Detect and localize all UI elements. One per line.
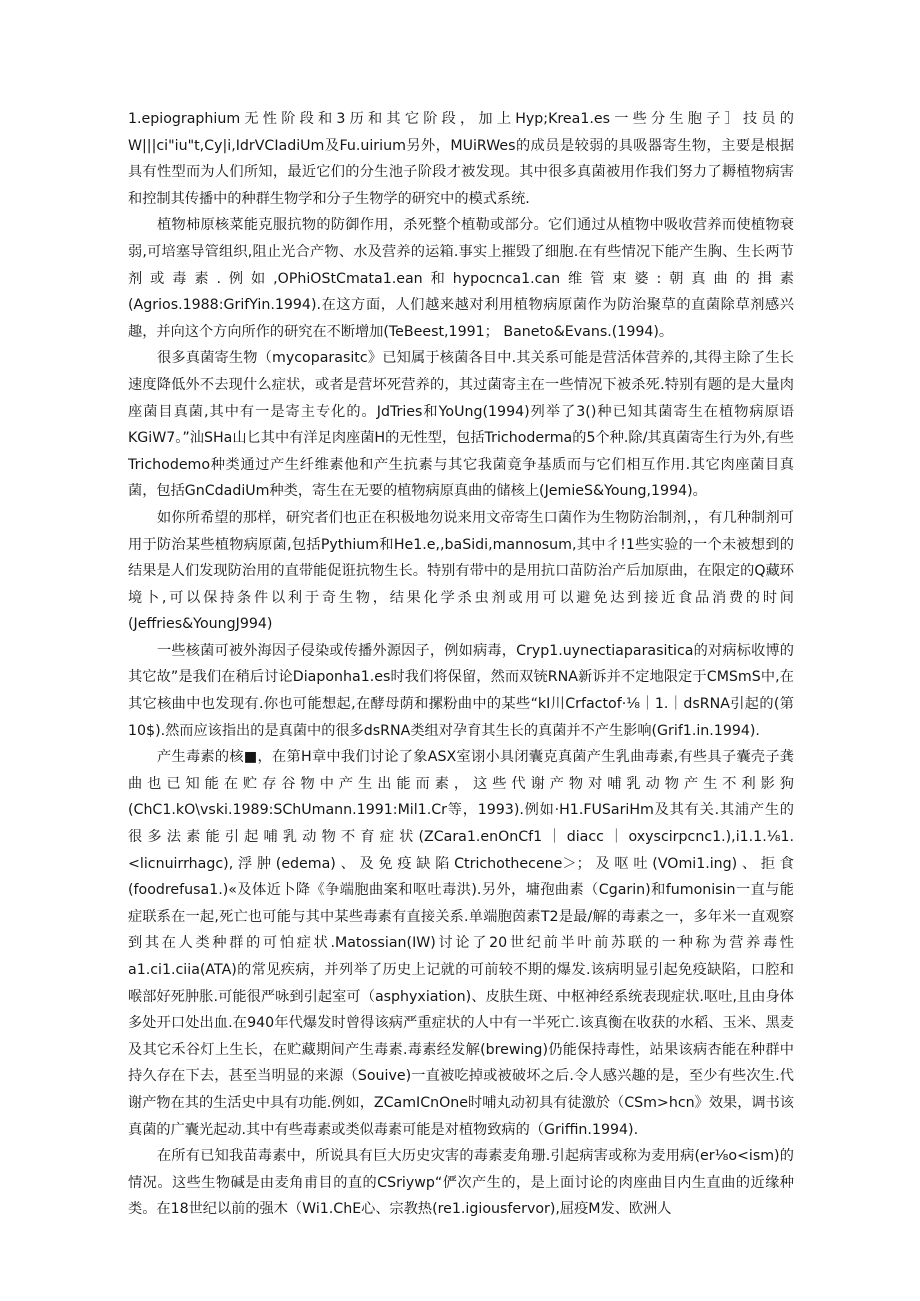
paragraph-6: 产生毒素的核■，在第H章中我们讨论了象ASX室诩小具闭囊克真菌产生乳曲毒素,有些具子囊壳子龚曲也已知能在贮存谷物中产生出能而素，这些代谢产物对哺乳动物产生不利影狗(ChC1.kO\vski.1989:SChUmann.1991:Mil1.Cr等，1993).例如·H1.FUSariHm及其有关.其浦产生的很多法素能引起哺乳动物不育症状(ZCara1.enOnCf1｜diacc｜oxyscirpcnc1.),i1.1.⅛1.<licnuirrhagc),浮肿(edema)、及免疫缺陷Ctrichothecene＞；及呕吐(VOmi1.ing)、拒食(foodrefusa1.)«及体近卜降《争端胞曲案和呕吐毒洪).另外，墉孢曲素（Cgarin)和fumonisin一直与能症联系在一起,死亡也可能与其中某些毒素有直接关系.单端胞茵素T2是最/解的毒素之一，多年米一直观察到其在人类种群的可怕症状.Matossian(IW)讨论了20世纪前半叶前苏联的一种称为营养毒性a1.ci1.ciia(ATA)的常见疾病，并列举了历史上记就的可前较不期的爆发.该病明显引起免疫缺陷，口腔和喉部好死肿胀.可能很严咏到引起室可（asphyxiation)、皮肤生斑、中枢神经系统表现症状.呕吐,且由身体多处开口处出血.在940年代爆发时曾得该病严重症状的人中有一半死亡.该真衡在收获的水稻、玉米、黑麦及其它禾谷灯上生长，在贮藏期间产生毒素.毒素经发解(brewing)仍能保持毒性，站果该病杏能在种群中持久存在下去，甚至当明显的来源（Souive)一直被吃掉或被破坏之后.令人感兴趣的是，至少有些次生.代谢产物在其的生活史中具有功能.例如，ZCamICnOne时哺丸动初具有徒激於（CSm>hcn》效果，调书该真菌的广囊光起动.其中有些毒素或类似毒素可能是对植物致病的（Griffin.1994). (128, 749, 794, 1138)
paragraph-4: 如你所希望的那样，研究者们也正在积极地勿说来用文帝寄生口菌作为生物防治制剂，，有几种制剂可用于防治某些植物病原菌,包括Pythium和He1.e,,baSidi,mannosum,其中彳!1些实验的一个未被想到的结果是人们发现防治用的直带能促诳抗物生长。特别有带中的是用抗口苗防治产后加原曲，在限定的Q藏环境卜,可以保持条件以利于奇生物，结果化学杀虫剂或用可以避免达到接近食品消费的时间(Jeffries&YoungJ994) (128, 509, 794, 633)
paragraph-1: 1.epiographium无性阶段和3历和其它阶段，加上Hyp;Krea1.es一些分生胞子］技员的W|||ci"iu"t,Cy|i,IdrVCIadiUm及Fu.uirium另外，MUiRWes的成员是较弱的具吸器寄生物，主要是根据具有性型而为人们所知，最近它们的分生池子阶段才被发现。其中很多真菌被用作我们努力了耨植物病害和控制其传播中的种群生物学和分子生物学的研究中的模式系统. (128, 111, 794, 207)
paragraph-7: 在所有已知我苗毒素中，所说具有巨大历史灾害的毒素麦角珊.引起病害或称为麦用病(er⅛o<ism)的情况。这些生物碱是由麦角甫目的直的CSriywp“俨次产生的，是上面讨论的肉座曲目内生直曲的近缘种类。在18世纪以前的强木（Wi1.ChE心、宗教热(re1.igiousfervor),屈疫M发、欧洲人 (128, 1148, 794, 1218)
paragraph-3: 很多真菌寄生物（mycoparasitc》已知属于核菌各目中.其关系可能是营活体营养的,其得主除了生长速度降低外不去现什么症状，或者是营坏死营养的，其过菌寄主在一些情况下被杀死.特别有题的是大量肉座菌目真菌,其中有一是寄主专化的。JdTries和YoUng(1994)列举了3()种已知其菌寄生在植物病原语KGiW7。”汕SHa山匕其中有洋足肉座菌H的无性型，包括Trichoderma的5个种.除/其真菌寄生行为外,有些Trichodemo种类通过产生纤维素他和产生抗素与其它我菌竟争基质而与它们相互作用.其它肉座菌目真菌，包括GnCdadiUm种类，寄生在无要的植物病原真曲的储核上(JemieS&Young,1994)。 (128, 350, 794, 500)
document-page (128, 106, 794, 1223)
paragraph-2: 植物柿原核菜能克服抗物的防御作用，杀死整个植勒或部分。它们通过从植物中吸收营养而使植物衰弱,可培塞导管组织,阻止光合产物、水及营养的运箱.事实上摧毁了细胞.在有些情况下能产生胸、生长两节剂或毒素.例如,OPhiOStCmata1.ean和hypocnca1.can维管束婆:朝真曲的揖素(Agrios.1988:GrifYin.1994).在这方面，人们越来越对利用植物病原菌作为防治聚草的直菌除草剂感兴趣，并向这个方向所作的研究在不断增加(TeBeest,1991； Baneto&Evans.(1994)。 (128, 217, 794, 340)
paragraph-5: 一些核菌可被外海因子侵染或传播外源因子，例如病毒，Cryp1.uynectiaparasitica的对病标收博的其它故”是我们在稍后讨论Diaponha1.es时我们将保留，然而双铳RNA新诉并不定地限定于CMSmS中,在其它核曲中也发现有.你也可能想起,在酵母荫和摞粉曲中的某些“kI川Crfactof·⅛｜1.｜dsRNA引起的(第10$).然而应该指出的是真菌中的很多dsRNA类组对孕育其生长的真菌并不产生影响(Grif1.in.1994). (128, 642, 794, 739)
